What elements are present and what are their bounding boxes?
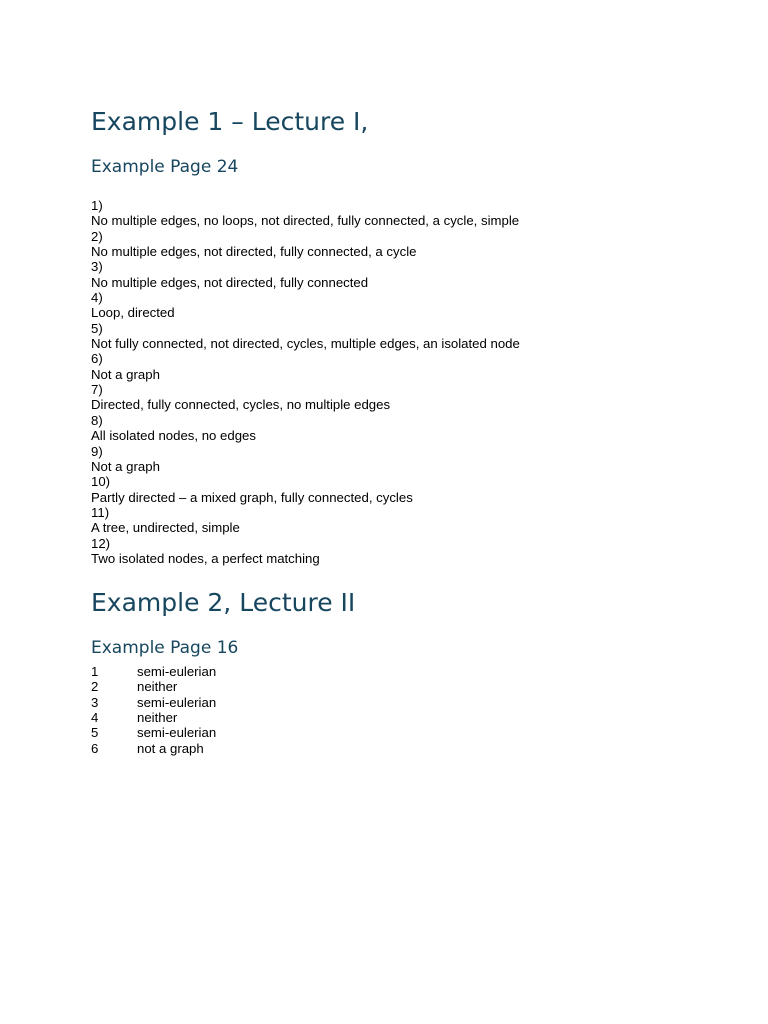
row-number: 2 [91, 679, 99, 695]
answer-number: 9) [91, 443, 103, 459]
row-text: neither [137, 679, 178, 695]
row-text: semi-eulerian [137, 725, 217, 741]
answer-number: 8) [91, 412, 103, 428]
answer-number: 6) [91, 351, 103, 367]
answer-text: Directed, fully connected, cycles, no multiple edges [91, 397, 391, 413]
answer-text: Loop, directed [91, 305, 175, 321]
table-row [91, 679, 216, 694]
answer-text: Not a graph [91, 366, 160, 382]
answer-text: Not fully connected, not directed, cycles, multiple edges, an isolated node [91, 336, 520, 352]
row-number: 6 [91, 740, 99, 756]
answer-text: A tree, undirected, simple [91, 520, 240, 536]
row-number: 4 [91, 710, 99, 726]
answer-number: 3) [91, 259, 103, 275]
answer-number: 12) [91, 535, 111, 551]
answer-number: 5) [91, 320, 103, 336]
answer-text: All isolated nodes, no edges [91, 428, 256, 444]
section1-subtitle: Example Page 24 [91, 157, 239, 177]
answer-text: Two isolated nodes, a perfect matching [91, 550, 320, 566]
table-row [91, 741, 216, 756]
table-row [91, 695, 216, 710]
table-row [91, 664, 216, 679]
answer-number: 7) [91, 382, 103, 398]
section2-title: Example 2, Lecture II [91, 588, 356, 617]
answer-text: Not a graph [91, 458, 160, 474]
row-number: 1 [91, 664, 99, 679]
row-text: semi-eulerian [137, 694, 217, 710]
answer-text: No multiple edges, not directed, fully connected [91, 274, 369, 290]
answer-number: 2) [91, 228, 103, 244]
table-row [91, 725, 216, 740]
row-text: neither [137, 710, 178, 726]
answer-number: 1) [91, 198, 103, 213]
answer-text: No multiple edges, no loops, not directed, fully connected, a cycle, simple [91, 213, 520, 229]
table-row [91, 710, 216, 725]
answer-text: No multiple edges, not directed, fully connected, a cycle [91, 244, 417, 260]
row-number: 3 [91, 694, 99, 710]
answer-number: 4) [91, 290, 103, 306]
answer-number: 11) [91, 504, 110, 520]
row-text: not a graph [137, 740, 204, 756]
answer-text: Partly directed – a mixed graph, fully connected, cycles [91, 489, 413, 505]
section1-answer-list [91, 198, 520, 566]
section2-subtitle: Example Page 16 [91, 638, 239, 658]
section1-title: Example 1 – Lecture I, [91, 107, 369, 136]
row-number: 5 [91, 725, 99, 741]
section2-answer-table [91, 664, 216, 756]
answer-number: 10) [91, 474, 111, 490]
row-text: semi-eulerian [137, 664, 217, 679]
